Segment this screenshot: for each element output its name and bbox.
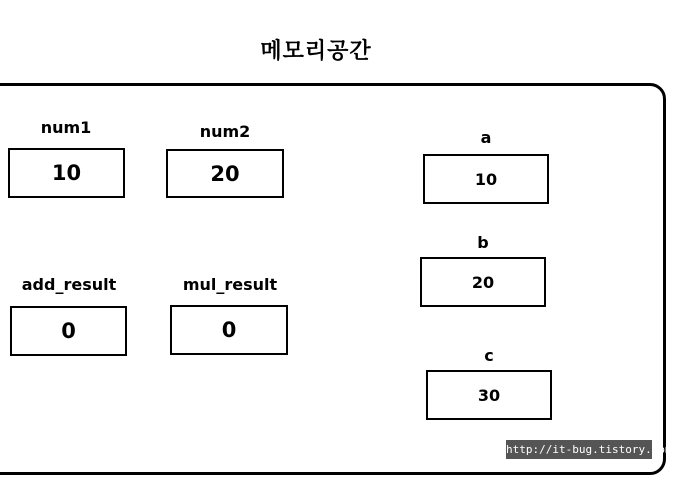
watermark: http://it-bug.tistory.com [506,440,652,459]
add-result-value: 0 [61,319,76,343]
c-box [426,370,552,420]
diagram-title: 메모리공간 [260,39,372,64]
mul-result-label: mul_result [182,275,278,294]
num1-box [8,148,125,198]
a-value: 10 [474,169,498,189]
a-label: a [480,128,492,147]
mul-result-box [170,305,288,355]
num2-label: num2 [199,122,251,141]
num2-box [166,149,284,198]
add-result-label: add_result [21,275,117,294]
c-value: 30 [477,385,501,405]
add-result-box [10,306,127,356]
num2-value: 20 [210,161,240,186]
b-box [420,257,546,307]
b-label: b [477,233,489,252]
num1-value: 10 [51,161,82,185]
num1-label: num1 [40,118,92,137]
a-box [423,154,549,204]
mul-result-value: 0 [221,318,237,342]
c-label: c [484,346,494,365]
b-value: 20 [471,272,495,292]
